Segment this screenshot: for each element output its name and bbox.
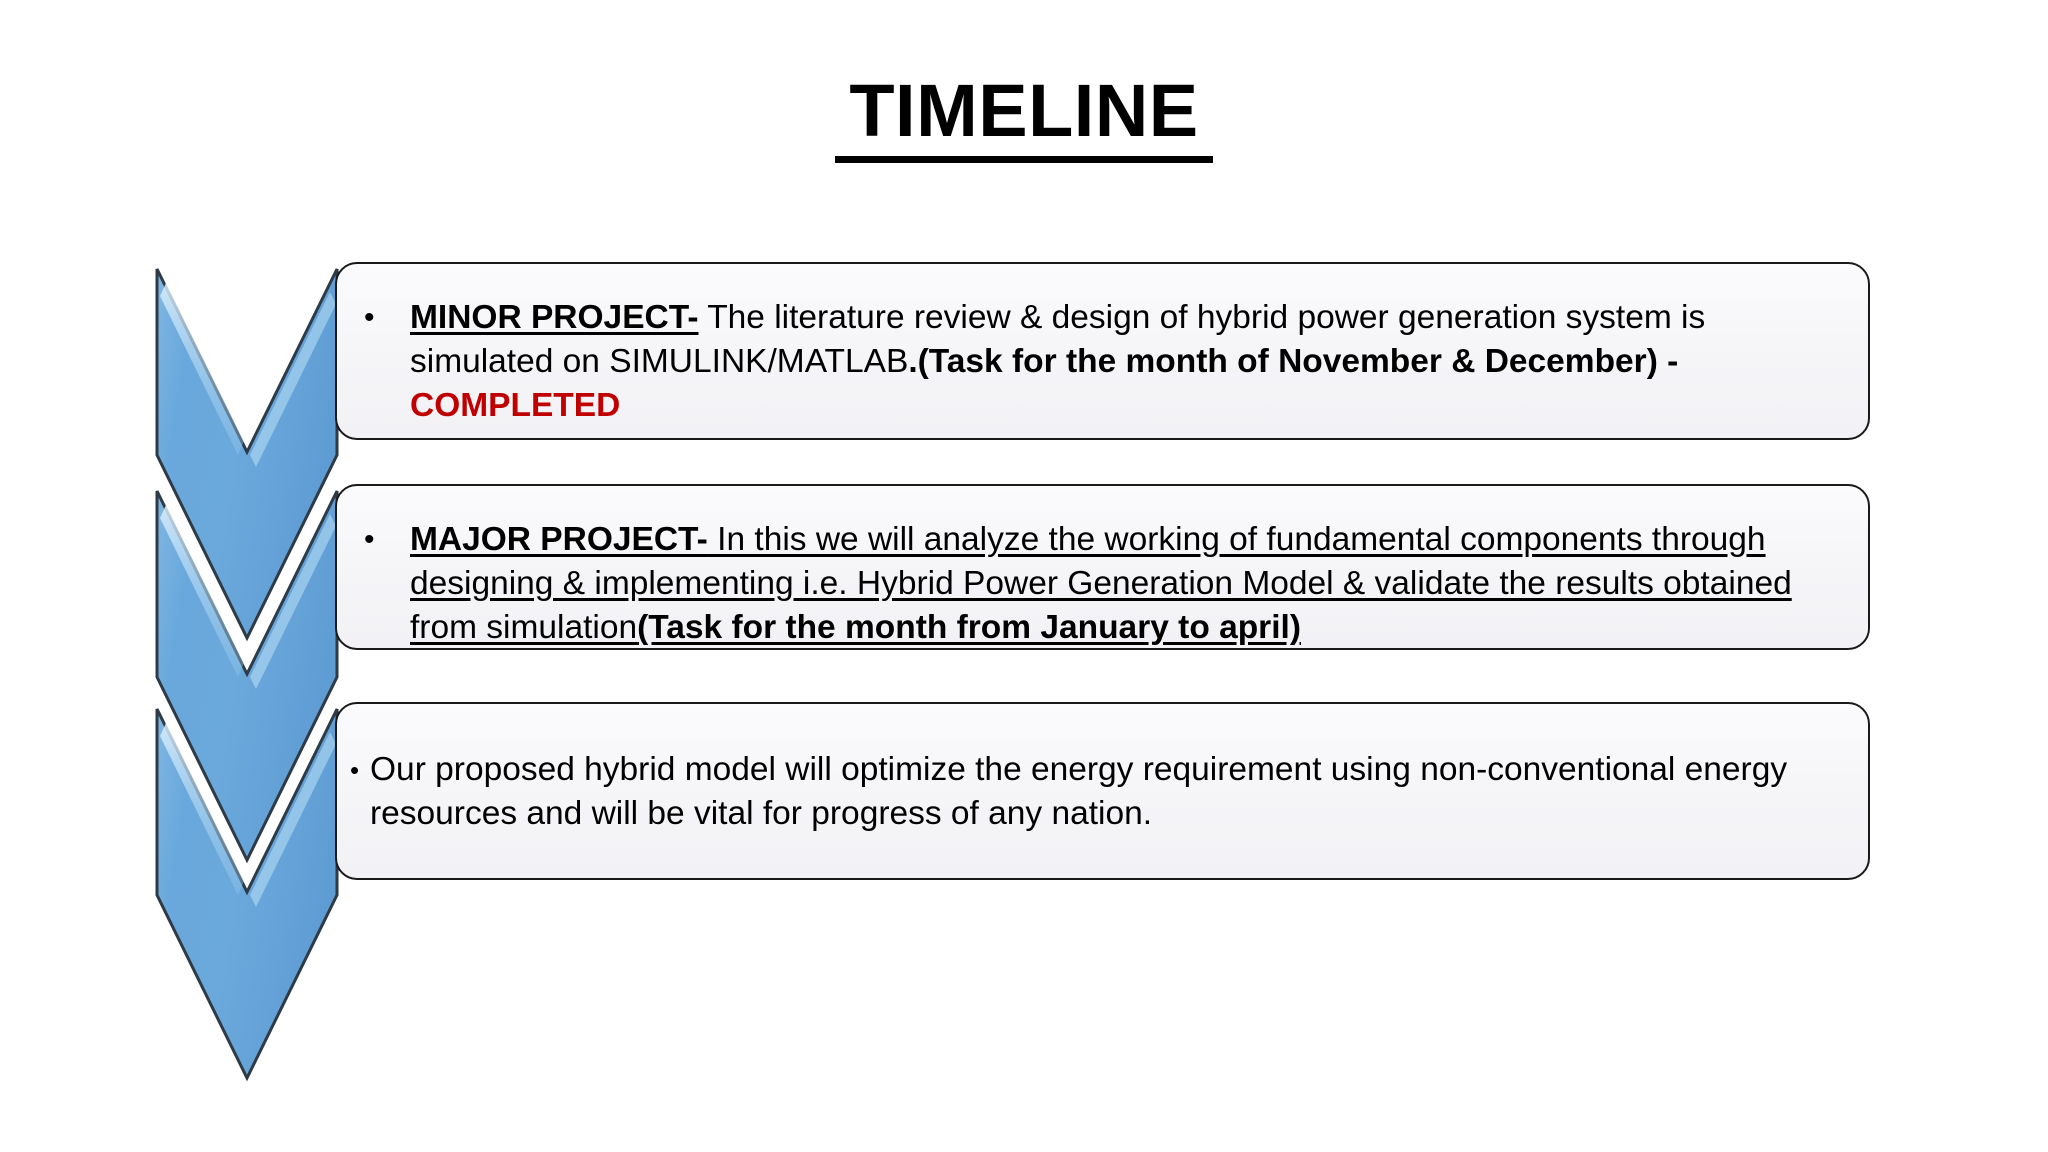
step-2-text-normal: In this we will analyze the working of fundamental components through designing & implementing i.e. Hybrid Power Generation Model & validate the results obtained from simulation: [410, 521, 1792, 646]
step-2-label: MAJOR PROJECT-: [410, 521, 708, 558]
list-item: [355, 296, 1855, 428]
step-2-chevron-icon: [157, 491, 337, 860]
step-3-text-block: [350, 748, 1850, 836]
page-title-text: TIMELINE: [835, 72, 1212, 163]
step-2-body: [410, 518, 1865, 650]
page-title: [0, 69, 2048, 163]
step-1-body: [410, 296, 1855, 428]
bullet-marker: •: [350, 755, 360, 785]
step-3-chevron-icon: [157, 709, 337, 1078]
step-1-chevron-icon: [157, 269, 337, 638]
step-3-text-normal: Our proposed hybrid model will optimize the energy requirement using non-conventional energy resources and will be vital for progress of any nation.: [370, 751, 1788, 832]
step-1-label: MINOR PROJECT-: [410, 299, 699, 336]
step-1-text-block: [355, 296, 1855, 428]
list-item: [355, 518, 1865, 650]
bullet-marker: •: [364, 301, 375, 334]
list-item: [350, 748, 1850, 836]
bullet-marker: •: [364, 523, 375, 556]
step-1-text-normal: The literature review & design of hybrid power generation system is simulated on SIMULINK/MATLAB: [410, 299, 1706, 380]
step-1-text-bold: .(Task for the month of November & December) -: [908, 343, 1679, 380]
status-badge: COMPLETED: [410, 387, 621, 424]
step-3-body: [370, 748, 1850, 836]
step-2-text-bold: (Task for the month from January to april): [637, 609, 1301, 646]
step-2-text-block: [355, 518, 1865, 650]
